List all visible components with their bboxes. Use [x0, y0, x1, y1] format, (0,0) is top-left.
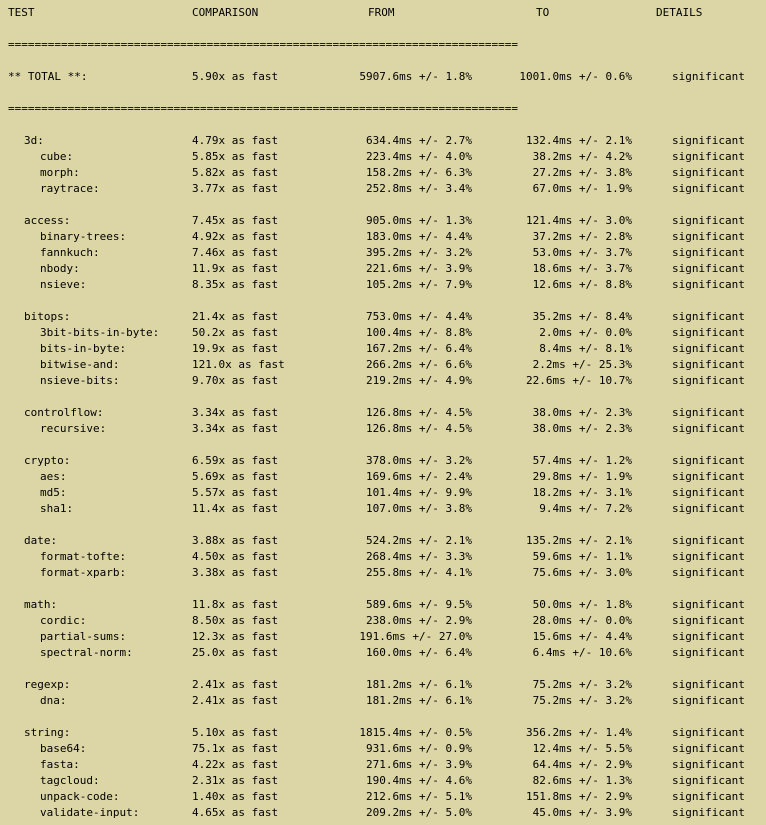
from-cell: 158.2ms +/- 6.3%: [366, 166, 472, 179]
details-cell: significant: [672, 246, 745, 259]
comparison-cell: 21.4x as fast: [192, 310, 279, 323]
to-cell: 22.6ms +/- 10.7%: [526, 374, 632, 387]
comparison-cell: 121.0x as fast: [192, 358, 285, 371]
to-cell: 9.4ms +/- 7.2%: [539, 502, 632, 515]
from-cell: 252.8ms +/- 3.4%: [366, 182, 472, 195]
test-name: fannkuch:: [40, 246, 100, 259]
comparison-cell: 5.57x as fast: [192, 486, 279, 499]
comparison-cell: 4.79x as fast: [192, 134, 279, 147]
comparison-cell: 8.35x as fast: [192, 278, 279, 291]
test-name: fasta:: [40, 758, 80, 771]
to-cell: 67.0ms +/- 1.9%: [532, 182, 632, 195]
comparison-cell: 19.9x as fast: [192, 342, 279, 355]
to-cell: 2.0ms +/- 0.0%: [539, 326, 632, 339]
details-cell: significant: [672, 182, 745, 195]
from-cell: 181.2ms +/- 6.1%: [366, 678, 472, 691]
from-cell: 905.0ms +/- 1.3%: [366, 214, 472, 227]
test-name: cube:: [40, 150, 74, 163]
from-cell: 634.4ms +/- 2.7%: [366, 134, 472, 147]
from-cell: 266.2ms +/- 6.6%: [366, 358, 472, 371]
group-name: bitops:: [24, 310, 71, 323]
separator-bottom: =============================================================================: [8, 102, 518, 115]
from-cell: 753.0ms +/- 4.4%: [366, 310, 472, 323]
details-cell: significant: [672, 454, 745, 467]
total-comparison: 5.90x as fast: [192, 70, 279, 83]
details-cell: significant: [672, 358, 745, 371]
details-cell: significant: [672, 678, 745, 691]
header-test: TEST: [8, 6, 35, 19]
to-cell: 53.0ms +/- 3.7%: [532, 246, 632, 259]
details-cell: significant: [672, 470, 745, 483]
comparison-cell: 50.2x as fast: [192, 326, 279, 339]
details-cell: significant: [672, 342, 745, 355]
details-cell: significant: [672, 758, 745, 771]
to-cell: 59.6ms +/- 1.1%: [532, 550, 632, 563]
test-name: morph:: [40, 166, 80, 179]
header-row: [0, 5, 703, 21]
comparison-cell: 3.34x as fast: [192, 406, 279, 419]
test-name: nsieve-bits:: [40, 374, 120, 387]
comparison-cell: 3.38x as fast: [192, 566, 279, 579]
total-test: ** TOTAL **:: [8, 70, 88, 83]
details-cell: significant: [672, 534, 745, 547]
group-name: crypto:: [24, 454, 71, 467]
test-name: unpack-code:: [40, 790, 120, 803]
to-cell: 38.0ms +/- 2.3%: [532, 422, 632, 435]
to-cell: 15.6ms +/- 4.4%: [532, 630, 632, 643]
comparison-cell: 3.34x as fast: [192, 422, 279, 435]
details-cell: significant: [672, 230, 745, 243]
from-cell: 255.8ms +/- 4.1%: [366, 566, 472, 579]
test-name: partial-sums:: [40, 630, 127, 643]
comparison-cell: 12.3x as fast: [192, 630, 279, 643]
comparison-cell: 6.59x as fast: [192, 454, 279, 467]
details-cell: significant: [672, 278, 745, 291]
from-cell: 395.2ms +/- 3.2%: [366, 246, 472, 259]
from-cell: 160.0ms +/- 6.4%: [366, 646, 472, 659]
to-cell: 132.4ms +/- 2.1%: [526, 134, 632, 147]
to-cell: 75.2ms +/- 3.2%: [532, 694, 632, 707]
comparison-cell: 2.41x as fast: [192, 678, 279, 691]
comparison-cell: 8.50x as fast: [192, 614, 279, 627]
from-cell: 223.4ms +/- 4.0%: [366, 150, 472, 163]
details-cell: significant: [672, 374, 745, 387]
to-cell: 2.2ms +/- 25.3%: [532, 358, 632, 371]
comparison-cell: 75.1x as fast: [192, 742, 279, 755]
comparison-cell: 25.0x as fast: [192, 646, 279, 659]
from-cell: 190.4ms +/- 4.6%: [366, 774, 472, 787]
details-cell: significant: [672, 646, 745, 659]
details-cell: significant: [672, 598, 745, 611]
test-name: nsieve:: [40, 278, 87, 291]
comparison-cell: 4.22x as fast: [192, 758, 279, 771]
to-cell: 18.6ms +/- 3.7%: [532, 262, 632, 275]
details-cell: significant: [672, 310, 745, 323]
details-cell: significant: [672, 806, 745, 819]
separator-top: =============================================================================: [8, 38, 518, 51]
group-name: controlflow:: [24, 406, 104, 419]
header-to: TO: [536, 6, 550, 19]
test-name: cordic:: [40, 614, 87, 627]
test-name: format-xparb:: [40, 566, 127, 579]
to-cell: 356.2ms +/- 1.4%: [526, 726, 632, 739]
test-name: dna:: [40, 694, 67, 707]
to-cell: 57.4ms +/- 1.2%: [532, 454, 632, 467]
group-name: 3d:: [24, 134, 44, 147]
total-row: [0, 69, 745, 85]
from-cell: 183.0ms +/- 4.4%: [366, 230, 472, 243]
test-name: bitwise-and:: [40, 358, 120, 371]
details-cell: significant: [672, 406, 745, 419]
to-cell: 135.2ms +/- 2.1%: [526, 534, 632, 547]
to-cell: 12.6ms +/- 8.8%: [532, 278, 632, 291]
to-cell: 8.4ms +/- 8.1%: [539, 342, 632, 355]
details-cell: significant: [672, 742, 745, 755]
test-name: raytrace:: [40, 182, 100, 195]
from-cell: 209.2ms +/- 5.0%: [366, 806, 472, 819]
test-name: base64:: [40, 742, 87, 755]
to-cell: 50.0ms +/- 1.8%: [532, 598, 632, 611]
from-cell: 221.6ms +/- 3.9%: [366, 262, 472, 275]
comparison-cell: 5.82x as fast: [192, 166, 279, 179]
from-cell: 219.2ms +/- 4.9%: [366, 374, 472, 387]
comparison-cell: 5.69x as fast: [192, 470, 279, 483]
comparison-cell: 2.41x as fast: [192, 694, 279, 707]
to-cell: 18.2ms +/- 3.1%: [532, 486, 632, 499]
from-cell: 126.8ms +/- 4.5%: [366, 406, 472, 419]
from-cell: 126.8ms +/- 4.5%: [366, 422, 472, 435]
details-cell: significant: [672, 326, 745, 339]
from-cell: 169.6ms +/- 2.4%: [366, 470, 472, 483]
from-cell: 268.4ms +/- 3.3%: [366, 550, 472, 563]
to-cell: 45.0ms +/- 3.9%: [532, 806, 632, 819]
comparison-cell: 11.8x as fast: [192, 598, 279, 611]
from-cell: 181.2ms +/- 6.1%: [366, 694, 472, 707]
from-cell: 212.6ms +/- 5.1%: [366, 790, 472, 803]
to-cell: 121.4ms +/- 3.0%: [526, 214, 632, 227]
details-cell: significant: [672, 134, 745, 147]
header-comparison: COMPARISON: [192, 6, 259, 19]
details-cell: significant: [672, 614, 745, 627]
comparison-cell: 1.40x as fast: [192, 790, 279, 803]
header-details: DETAILS: [656, 6, 703, 19]
details-cell: significant: [672, 262, 745, 275]
group-name: regexp:: [24, 678, 71, 691]
to-cell: 64.4ms +/- 2.9%: [532, 758, 632, 771]
group-name: date:: [24, 534, 58, 547]
comparison-cell: 7.46x as fast: [192, 246, 279, 259]
details-cell: significant: [672, 422, 745, 435]
to-cell: 38.0ms +/- 2.3%: [532, 406, 632, 419]
test-name: md5:: [40, 486, 67, 499]
test-name: nbody:: [40, 262, 80, 275]
details-cell: significant: [672, 694, 745, 707]
to-cell: 28.0ms +/- 0.0%: [532, 614, 632, 627]
test-name: sha1:: [40, 502, 74, 515]
comparison-cell: 11.9x as fast: [192, 262, 279, 275]
group-name: math:: [24, 598, 58, 611]
details-cell: significant: [672, 790, 745, 803]
from-cell: 105.2ms +/- 7.9%: [366, 278, 472, 291]
header-from: FROM: [368, 6, 395, 19]
from-cell: 107.0ms +/- 3.8%: [366, 502, 472, 515]
from-cell: 378.0ms +/- 3.2%: [366, 454, 472, 467]
from-cell: 271.6ms +/- 3.9%: [366, 758, 472, 771]
to-cell: 35.2ms +/- 8.4%: [532, 310, 632, 323]
comparison-cell: 5.85x as fast: [192, 150, 279, 163]
to-cell: 6.4ms +/- 10.6%: [532, 646, 632, 659]
group-name: access:: [24, 214, 71, 227]
to-cell: 75.2ms +/- 3.2%: [532, 678, 632, 691]
to-cell: 151.8ms +/- 2.9%: [526, 790, 632, 803]
total-from: 5907.6ms +/- 1.8%: [359, 70, 472, 83]
test-name: spectral-norm:: [40, 646, 133, 659]
from-cell: 191.6ms +/- 27.0%: [359, 630, 472, 643]
total-details: significant: [672, 70, 745, 83]
details-cell: significant: [672, 726, 745, 739]
details-cell: significant: [672, 566, 745, 579]
from-cell: 931.6ms +/- 0.9%: [366, 742, 472, 755]
test-name: recursive:: [40, 422, 107, 435]
comparison-cell: 4.50x as fast: [192, 550, 279, 563]
test-name: 3bit-bits-in-byte:: [40, 326, 160, 339]
comparison-cell: 7.45x as fast: [192, 214, 279, 227]
from-cell: 589.6ms +/- 9.5%: [366, 598, 472, 611]
comparison-cell: 3.88x as fast: [192, 534, 279, 547]
from-cell: 1815.4ms +/- 0.5%: [359, 726, 472, 739]
test-name: tagcloud:: [40, 774, 100, 787]
comparison-cell: 4.92x as fast: [192, 230, 279, 243]
comparison-cell: 4.65x as fast: [192, 806, 279, 819]
to-cell: 82.6ms +/- 1.3%: [532, 774, 632, 787]
details-cell: significant: [672, 150, 745, 163]
from-cell: 524.2ms +/- 2.1%: [366, 534, 472, 547]
comparison-cell: 11.4x as fast: [192, 502, 279, 515]
details-cell: significant: [672, 550, 745, 563]
total-to: 1001.0ms +/- 0.6%: [519, 70, 632, 83]
test-name: format-tofte:: [40, 550, 127, 563]
comparison-cell: 3.77x as fast: [192, 182, 279, 195]
to-cell: 12.4ms +/- 5.5%: [532, 742, 632, 755]
from-cell: 238.0ms +/- 2.9%: [366, 614, 472, 627]
comparison-cell: 9.70x as fast: [192, 374, 279, 387]
test-name: validate-input:: [40, 806, 140, 819]
to-cell: 29.8ms +/- 1.9%: [532, 470, 632, 483]
details-cell: significant: [672, 502, 745, 515]
from-cell: 100.4ms +/- 8.8%: [366, 326, 472, 339]
comparison-cell: 2.31x as fast: [192, 774, 279, 787]
test-name: bits-in-byte:: [40, 342, 127, 355]
details-cell: significant: [672, 214, 745, 227]
to-cell: 38.2ms +/- 4.2%: [532, 150, 632, 163]
details-cell: significant: [672, 774, 745, 787]
test-name: binary-trees:: [40, 230, 127, 243]
to-cell: 75.6ms +/- 3.0%: [532, 566, 632, 579]
comparison-cell: 5.10x as fast: [192, 726, 279, 739]
to-cell: 37.2ms +/- 2.8%: [532, 230, 632, 243]
group-name: string:: [24, 726, 71, 739]
from-cell: 167.2ms +/- 6.4%: [366, 342, 472, 355]
details-cell: significant: [672, 630, 745, 643]
test-name: aes:: [40, 470, 67, 483]
details-cell: significant: [672, 166, 745, 179]
from-cell: 101.4ms +/- 9.9%: [366, 486, 472, 499]
details-cell: significant: [672, 486, 745, 499]
to-cell: 27.2ms +/- 3.8%: [532, 166, 632, 179]
